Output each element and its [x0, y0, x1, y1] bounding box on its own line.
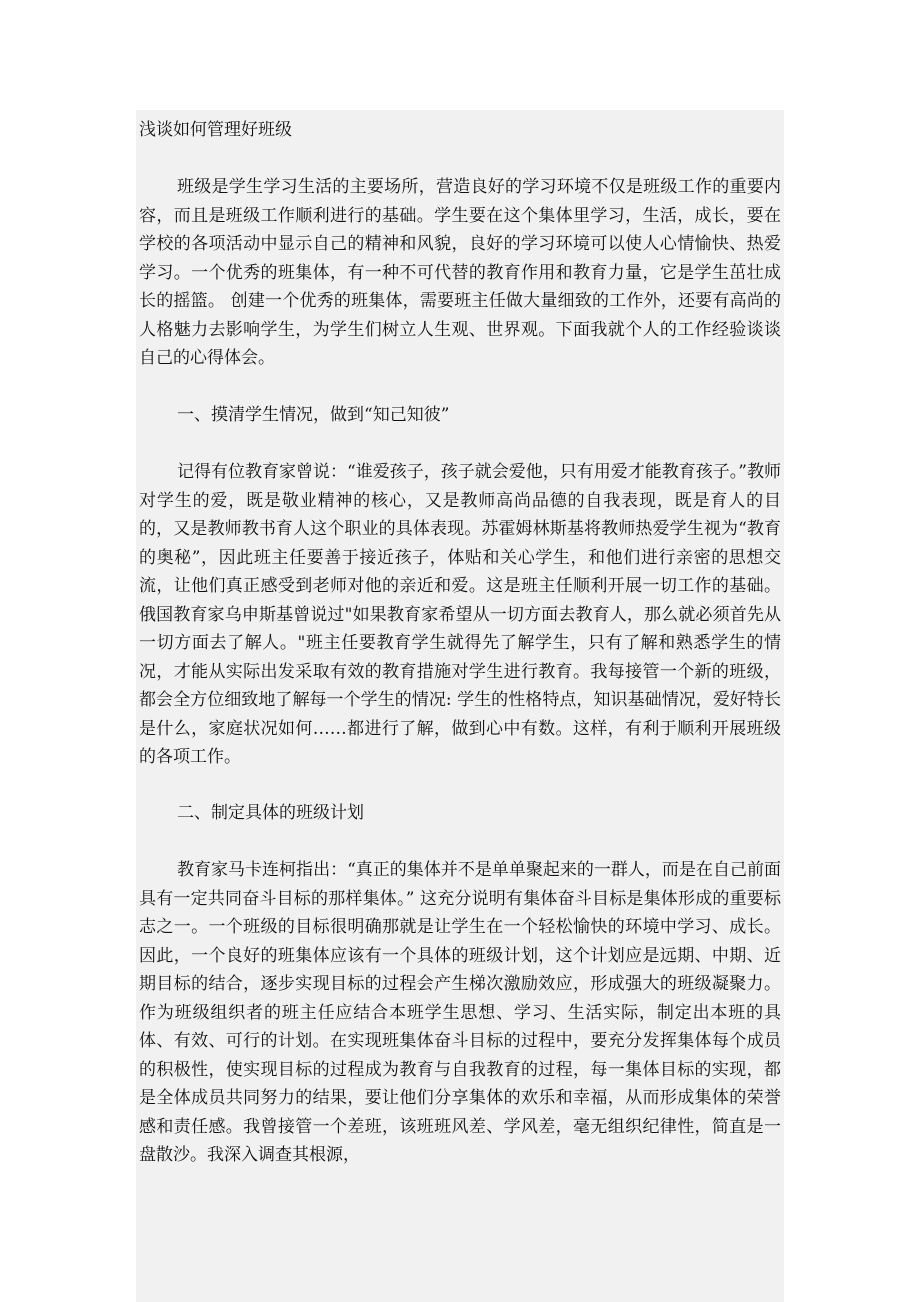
section1-heading: 一、摸清学生情况，做到“知己知彼”	[177, 405, 450, 425]
section2-heading: 二、制定具体的班级计划	[177, 803, 364, 823]
section1-paragraph: 记得有位教育家曾说：“谁爱孩子，孩子就会爱他，只有用爱才能教育孩子。”教师对学生的爱，既是敬业精神的核心，又是教师高尚品德的自我表现，既是育人的目的，又是教师教书育人这个职业的具体表现。苏霍姆林斯基将教师热爱学生视为“教育的奥秘”，因此班主任要善于接近孩子，体贴和关心学生，和他们进行亲密的思想交流，让他们真正感受到老师对他的亲近和爱。这是班主任顺利开展一切工作的基础。俄国教育家乌申斯基曾说过"如果教育家希望从一切方面去教育人，那么就必须首先从一切方面去了解人。"班主任要教育学生就得先了解学生，只有了解和熟悉学生的情况，才能从实际出发采取有效的教育措施对学生进行教育。我每接管一个新的班级，都会全方位细致地了解每一个学生的情况: 学生的性格特点，知识基础情况，爱好特长是什么，家庭状况如何……都进行了解，做到心中有数。这样，有利于顺利开展班级的各项工作。	[139, 462, 781, 767]
section2-paragraph: 教育家马卡连柯指出：“真正的集体并不是单单聚起来的一群人，而是在自己前面具有一定共同奋斗目标的那样集体。” 这充分说明有集体奋斗目标是集体形成的重要标志之一。一个班级的目标很明确那就是让学生在一个轻松愉快的环境中学习、成长。因此，一个良好的班集体应该有一个具体的班级计划，这个计划应是远期、中期、近期目标的结合，逐步实现目标的过程会产生梯次激励效应，形成强大的班级凝聚力。作为班级组织者的班主任应结合本班学生思想、学习、生活实际，制定出本班的具体、有效、可行的计划。在实现班集体奋斗目标的过程中，要充分发挥集体每个成员的积极性，使实现目标的过程成为教育与自我教育的过程，每一集体目标的实现，都是全体成员共同努力的结果，要让他们分享集体的欢乐和幸福，从而形成集体的荣誉感和责任感。我曾接管一个差班，该班班风差、学风差，毫无组织纪律性，简直是一盘散沙。我深入调查其根源，	[139, 860, 781, 1165]
intro-paragraph: 班级是学生学习生活的主要场所，营造良好的学习环境不仅是班级工作的重要内容，而且是班级工作顺利进行的基础。学生要在这个集体里学习，生活，成长，要在学校的各项活动中显示自己的精神和风貌，良好的学习环境可以使人心情愉快、热爱学习。一个优秀的班集体，有一种不可代替的教育作用和教育力量，它是学生茁壮成长的摇篮。 创建一个优秀的班集体，需要班主任做大量细致的工作外，还要有高尚的人格魅力去影响学生，为学生们树立人生观、世界观。下面我就个人的工作经验谈谈自己的心得体会。	[139, 177, 781, 368]
document-title: 浅谈如何管理好班级	[139, 120, 292, 140]
document-content	[136, 110, 784, 1302]
